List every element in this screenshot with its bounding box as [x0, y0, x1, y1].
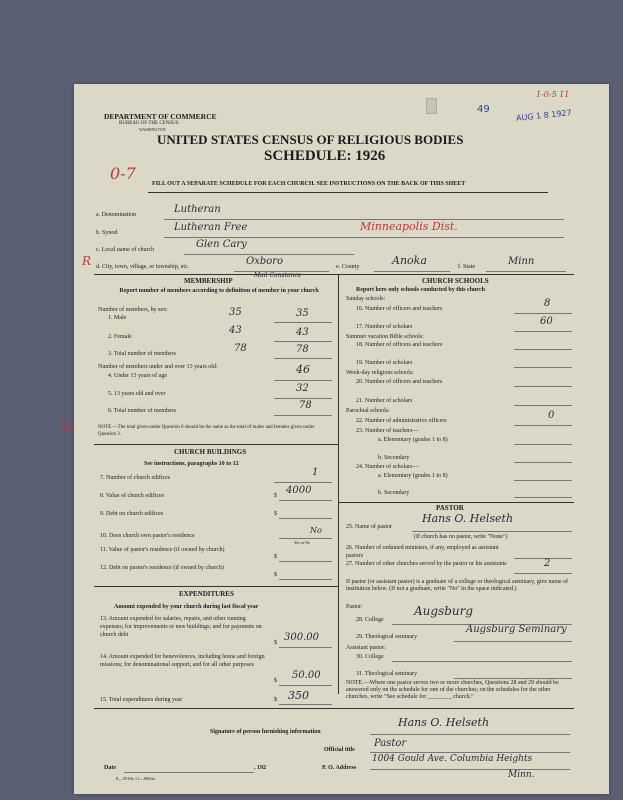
members-by-age: Number of members under and over 13 years old:: [98, 364, 218, 370]
q3-line: [274, 358, 332, 359]
q29-label: 29. Theological seminary: [356, 634, 418, 640]
signature-label: Signature of person furnishing information: [210, 729, 321, 735]
summer-schools: Summer vacation Bible schools:: [346, 334, 424, 340]
address-value: 1004 Gould Ave. Columbia Heights: [372, 754, 533, 764]
dept-name: DEPARTMENT OF COMMERCE: [104, 112, 217, 121]
denomination-label: a. Denomination: [96, 212, 136, 218]
q25-label: 25. Name of pastor: [346, 524, 392, 530]
q27-value: 2: [544, 558, 551, 569]
q31-label: 31. Theological seminary: [356, 671, 418, 677]
q15-dollar: $: [274, 697, 277, 703]
r-mark: R: [82, 254, 92, 268]
q3-label: 3. Total number of members: [108, 351, 176, 357]
q11-line: [279, 561, 332, 562]
q28-value: Augsburg: [414, 604, 474, 618]
q3-value: 78: [296, 344, 309, 355]
membership-heading: MEMBERSHIP: [184, 277, 233, 285]
state-line: [486, 271, 566, 272]
state-label: f. State: [458, 264, 475, 270]
q12-line: [279, 579, 332, 580]
expenditures-sub: Amount expended by your church during last fiscal year: [114, 604, 259, 610]
q5-label: 5. 13 years old and over: [108, 391, 166, 397]
pastor-heading: PASTOR: [436, 504, 464, 512]
q1-line: [274, 322, 332, 323]
side-margin-mark: 7-3 8/23: [60, 419, 74, 433]
buildings-sub: See instructions, paragraphs 10 to 12: [144, 461, 239, 467]
q9-line: [279, 518, 332, 519]
synod-district-red: Minneapolis Dist.: [360, 220, 458, 233]
q2-line: [274, 341, 332, 342]
buildings-heading: CHURCH BUILDINGS: [174, 448, 247, 456]
q10-label: 10. Does church own pastor's residence: [100, 533, 195, 539]
q11-dollar: $: [274, 554, 277, 560]
q4-value: 46: [296, 363, 310, 376]
q7-line: [274, 482, 332, 483]
section-bottom-rule: [94, 708, 574, 709]
membership-note: NOTE.—The total given under Question 6 should be the same as the total of males and females given under Question 3.: [98, 425, 315, 437]
q18-line: [514, 349, 572, 350]
q2-value: 43: [296, 327, 309, 338]
city-value: Oxboro: [246, 256, 284, 267]
q26-line: [514, 558, 572, 559]
q16-line: [514, 313, 572, 314]
q17-line: [514, 331, 572, 332]
q10-hint: Yes or No: [294, 540, 311, 545]
q11-label: 11. Value of pastor's residence (if owned by church): [100, 547, 225, 553]
synod-line: [164, 237, 564, 238]
signature-line: [370, 734, 570, 735]
q16-label: 16. Number of officers and teachers: [356, 306, 443, 312]
q8-line: [279, 500, 332, 501]
date-year: , 192: [254, 765, 266, 771]
q30-label: 30. College: [356, 654, 384, 660]
q13-label: 13. Amount expended for salaries, repairs, and other running expenses; for improvements or new buildings; and for payments on church debt: [100, 616, 262, 638]
q1-label: 1. Male: [108, 315, 127, 321]
schools-heading: CHURCH SCHOOLS: [422, 277, 489, 285]
q14-label: 14. Amount expended for benevolences, including home and foreign missions; for denominational support; and for all other purposes: [100, 654, 265, 668]
q4-line: [274, 380, 332, 381]
q27-label: 27. Number of other churches served by the pastor or his assistants: [346, 561, 507, 567]
q10-line: [279, 538, 332, 539]
address-line: [370, 769, 570, 770]
q24a-line: [514, 480, 572, 481]
q17-value: 60: [540, 316, 553, 327]
red-mark-code: 0-7: [110, 164, 136, 183]
paper-label-mark: [426, 98, 437, 114]
q9-label: 9. Debt on church edifices: [100, 511, 164, 517]
registry-stamp-number: 49: [477, 104, 490, 115]
q13-value: 300.00: [284, 632, 319, 643]
q17-label: 17. Number of scholars: [356, 324, 413, 330]
date-line: [124, 772, 254, 773]
denomination-value: Lutheran: [174, 204, 221, 215]
q22-value: 0: [548, 410, 555, 421]
q23b-line: [514, 462, 572, 463]
date-label: Date: [104, 765, 116, 771]
graduate-instruction: If pastor (or assistant pastor) is a graduate of a college or theological seminary, give name of institution below. (If not a graduate, write "No" in the space indicated.): [346, 579, 569, 592]
official-title-line: [370, 752, 570, 753]
census-schedule-sheet: [60, 84, 609, 794]
q19-line: [514, 367, 572, 368]
q9-dollar: $: [274, 511, 277, 517]
church-name-value: Glen Cary: [196, 239, 247, 250]
q12-label: 12. Debt on pastor's residence (if owned by church): [100, 565, 224, 571]
bureau-city: WASHINGTON: [139, 127, 166, 132]
q14-dollar: $: [274, 678, 277, 684]
q5-line: [274, 398, 332, 399]
q16-value: 8: [544, 298, 551, 309]
q15-line: [279, 704, 332, 705]
county-line: [374, 271, 450, 272]
q14-line: [279, 685, 332, 686]
synod-label: b. Synod: [96, 230, 118, 236]
q21-label: 21. Number of scholars: [356, 398, 413, 404]
header-rule: [148, 192, 548, 193]
synod-value: Lutheran Free: [174, 222, 248, 233]
q22-label: 22. Number of administrative officers: [356, 418, 447, 424]
buildings-rule: [94, 444, 338, 445]
form-schedule: SCHEDULE: 1926: [264, 148, 386, 164]
received-date-stamp: AUG 1 8 1927: [515, 108, 573, 123]
q6-label: 6. Total number of members: [108, 408, 176, 414]
q8-dollar: $: [274, 493, 277, 499]
stamp-code-handwritten: 1-0-5 11: [536, 90, 570, 99]
q3-left-value: 78: [234, 343, 247, 354]
form-instruction: FILL OUT A SEPARATE SCHEDULE FOR EACH CHURCH. SEE INSTRUCTIONS ON THE BACK OF THIS SHEET: [152, 181, 466, 187]
q6-line: [274, 415, 332, 416]
q8-value: 4000: [286, 485, 312, 496]
q18-label: 18. Number of officers and teachers: [356, 342, 443, 348]
pastor-rule: [338, 502, 574, 503]
q4-label: 4. Under 13 years of age: [108, 373, 167, 379]
q26-label: 26. Number of ordained ministers, if any, employed as assistant pastors: [346, 545, 499, 559]
q23b-label: b. Secondary: [378, 455, 410, 461]
q15-label: 15. Total expenditures during year: [100, 697, 183, 703]
column-divider: [338, 274, 339, 694]
q1-left-value: 35: [229, 307, 242, 318]
q5-value: 32: [296, 383, 309, 394]
q25-hint: (If church has no pastor, write "None"): [414, 534, 508, 540]
q27-line: [514, 573, 572, 574]
sunday-schools: Sunday schools:: [346, 296, 386, 302]
q24a-label: a. Elementary (grades 1 to 8): [378, 473, 448, 479]
q24b-label: b. Secondary: [378, 490, 410, 496]
q13-dollar: $: [274, 640, 277, 646]
membership-handwritten-note: Mail Constance: [254, 272, 302, 279]
q15-value: 350: [288, 689, 309, 702]
q23-label: 23. Number of teachers—: [356, 428, 419, 434]
city-label: d. City, town, village, or township, etc.: [96, 264, 190, 270]
q23a-line: [514, 444, 572, 445]
church-name-label: c. Local name of church: [96, 247, 155, 253]
section-top-rule: [94, 274, 574, 275]
address-label: P. O. Address: [322, 765, 357, 771]
q29-value: Augsburg Seminary: [466, 624, 567, 635]
signature-value: Hans O. Helseth: [398, 716, 490, 729]
address-value-line2: Minn.: [508, 770, 535, 780]
q14-value: 50.00: [292, 670, 321, 681]
q31-line: [454, 678, 572, 679]
assistant-sublabel: Assistant pastor:: [346, 645, 386, 651]
members-by-sex: Number of members, by sex:: [98, 307, 168, 313]
q25-line: [412, 531, 572, 532]
q10-value: No: [310, 526, 322, 535]
bureau-name: BUREAU OF THE CENSUS: [119, 121, 179, 126]
pastor-sublabel: Pastor:: [346, 604, 363, 610]
weekday-schools: Week-day religious schools:: [346, 370, 414, 376]
q19-label: 19. Number of scholars: [356, 360, 413, 366]
q7-value: 1: [312, 467, 319, 478]
q21-line: [514, 405, 572, 406]
official-title-value: Pastor: [374, 738, 407, 749]
q8-label: 8. Value of church edifices: [100, 493, 165, 499]
q13-line: [279, 647, 332, 648]
expenditures-rule: [94, 586, 338, 587]
q22-line: [514, 425, 572, 426]
schools-sub: Report here only schools conducted by this church: [356, 287, 485, 293]
q2-label: 2. Female: [108, 334, 132, 340]
q28-label: 28. College: [356, 617, 384, 623]
expenditures-heading: EXPENDITURES: [179, 590, 234, 598]
church-name-line: [184, 254, 354, 255]
county-value: Anoka: [392, 254, 427, 267]
q20-label: 20. Number of officers and teachers: [356, 379, 443, 385]
county-label: e. County: [336, 264, 360, 270]
q30-line: [392, 661, 572, 662]
q2-left-value: 43: [229, 325, 242, 336]
q29-line: [454, 641, 572, 642]
q6-value: 78: [299, 400, 312, 411]
official-title-label: Official title: [324, 747, 355, 753]
q24b-line: [514, 497, 572, 498]
form-title: UNITED STATES CENSUS OF RELIGIOUS BODIES: [157, 132, 464, 147]
q12-dollar: $: [274, 572, 277, 578]
q24-label: 24. Number of scholars—: [356, 464, 419, 470]
pastor-note: NOTE.—Where one pastor serves two or more churches, Questions 28 and 29 should be answered only on the schedule for one of the churches; on the schedules for the other churches, write "See schedule for ________ church.": [346, 680, 559, 700]
q20-line: [514, 386, 572, 387]
q1-value: 35: [296, 308, 309, 319]
form-number: 8—5518a 11—9064a: [116, 776, 155, 781]
q7-label: 7. Number of church edifices: [100, 475, 171, 481]
q25-value: Hans O. Helseth: [422, 512, 514, 525]
parochial-schools: Parochial schools:: [346, 408, 390, 414]
q23a-label: a. Elementary (grades 1 to 8): [378, 437, 448, 443]
membership-sub: Report number of members according to definition of member in your church: [119, 288, 319, 294]
state-value: Minn: [508, 256, 535, 267]
